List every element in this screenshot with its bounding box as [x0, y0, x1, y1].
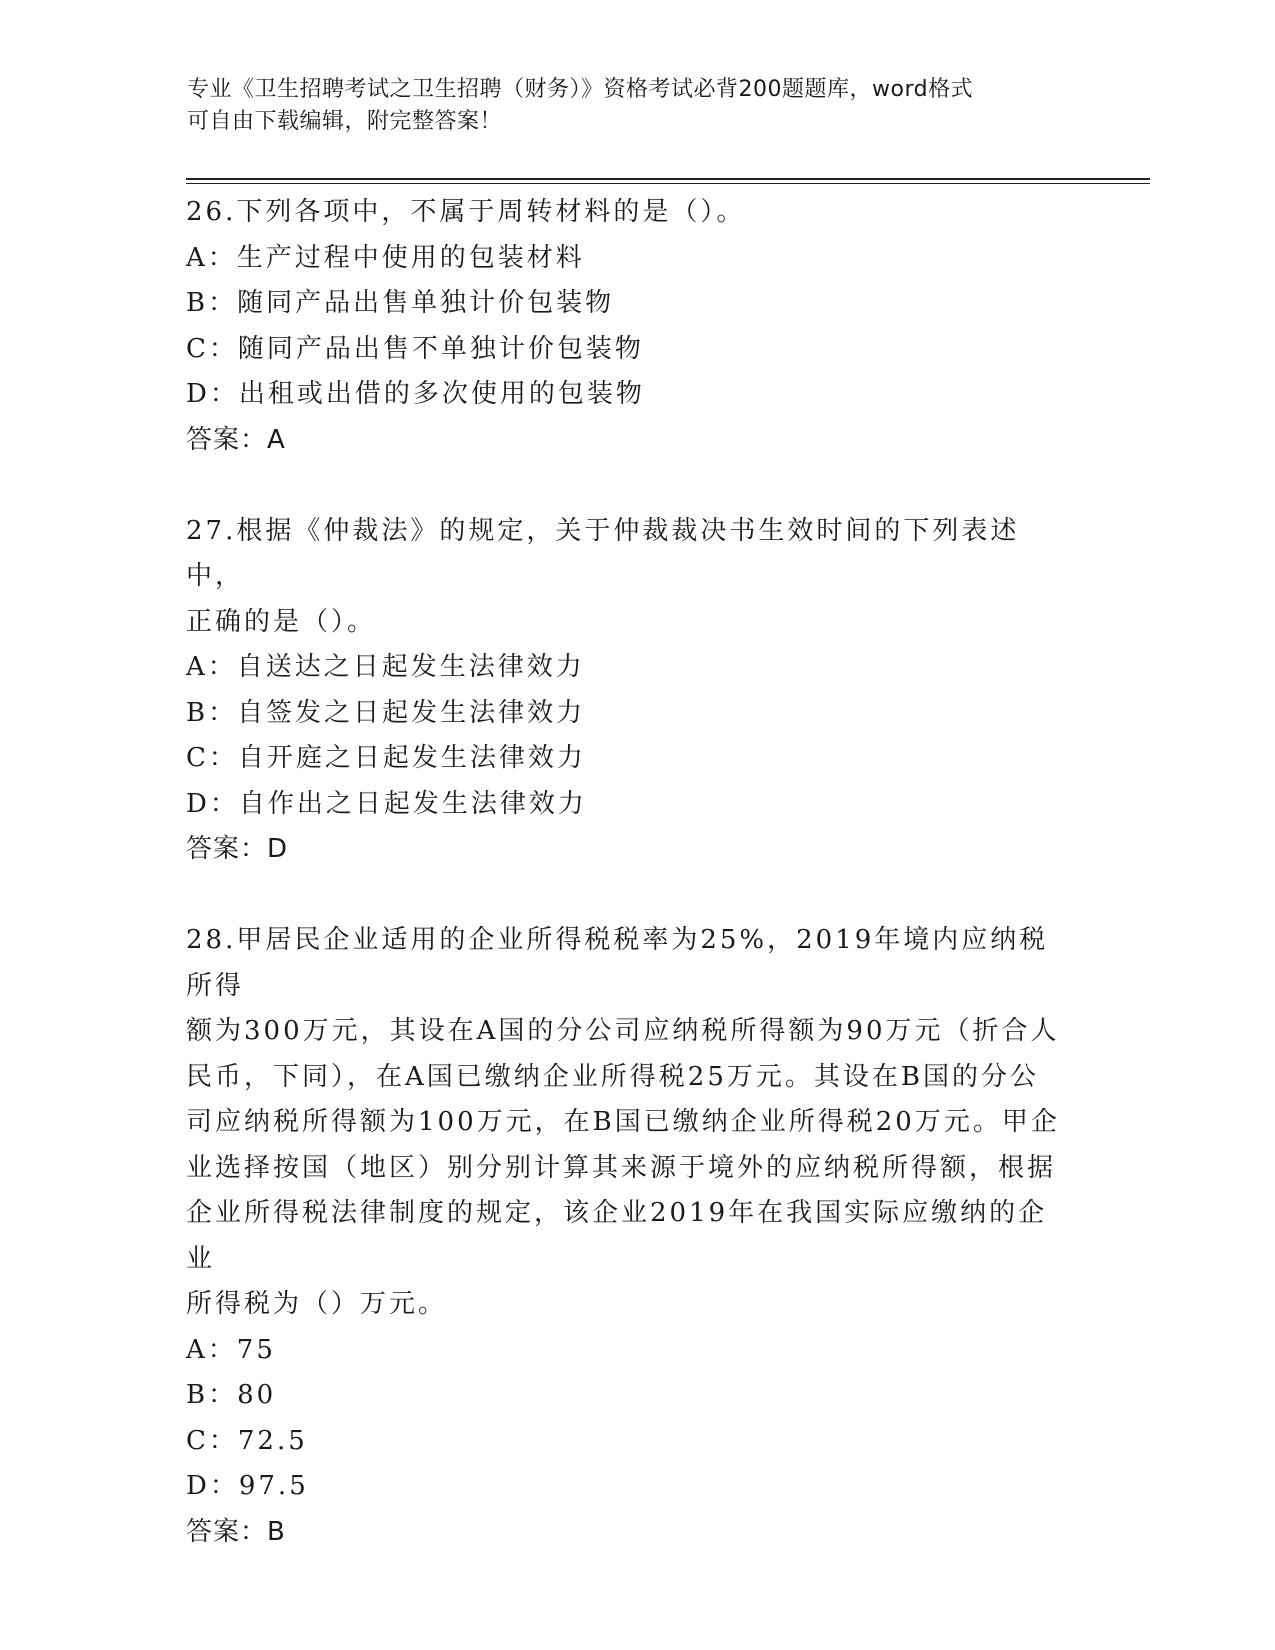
question-spacer	[186, 873, 1076, 919]
header-line-1: 专业《卫生招聘考试之卫生招聘（财务）》资格考试必背200题题库，word格式	[187, 77, 974, 102]
option-d: D：出租或出借的多次使用的包装物	[186, 379, 645, 409]
option-b: B：自签发之日起发生法律效力	[186, 697, 586, 728]
answer: 答案：D	[186, 834, 289, 864]
question-stem-line: 27.根据《仲裁法》的规定，关于仲裁裁决书生效时间的下列表述中，	[186, 515, 1020, 591]
header-divider-thick	[186, 178, 1150, 180]
question-spacer	[186, 463, 1076, 509]
question-stem-line: 业选择按国（地区）别分别计算其来源于境外的应纳税所得额，根据	[186, 1152, 1057, 1183]
document-header	[187, 74, 1077, 138]
question-stem-line: 正确的是（）。	[186, 606, 377, 637]
question-stem: 26.下列各项中，不属于周转材料的是（）。	[186, 197, 746, 227]
question-list	[186, 190, 1076, 1555]
header-divider-thin	[186, 183, 1150, 184]
option-b: B：随同产品出售单独计价包装物	[186, 288, 615, 318]
option-a: A：自送达之日起发生法律效力	[186, 652, 585, 682]
question-stem-line: 28.甲居民企业适用的企业所得税税率为25%，2019年境内应纳税所得	[186, 925, 1049, 1001]
option-a: A：75	[186, 1334, 276, 1365]
question-27	[186, 509, 1076, 873]
option-c: C：随同产品出售不单独计价包装物	[186, 333, 644, 364]
option-c: C：72.5	[186, 1425, 308, 1456]
question-stem-line: 企业所得税法律制度的规定，该企业2019年在我国实际应缴纳的企业	[186, 1198, 1048, 1274]
option-a: A：生产过程中使用的包装材料	[186, 242, 585, 273]
answer: 答案：B	[186, 1516, 286, 1547]
header-line-2: 可自由下载编辑，附完整答案！	[187, 109, 503, 134]
answer: 答案：A	[186, 424, 286, 455]
question-stem-line: 所得税为（）万元。	[186, 1289, 448, 1319]
question-stem-line: 额为300万元，其设在A国的分公司应纳税所得额为90万元（折合人	[186, 1016, 1060, 1046]
question-stem-line: 民币，下同），在A国已缴纳企业所得税25万元。其设在B国的分公	[186, 1061, 1039, 1092]
option-d: D：自作出之日起发生法律效力	[186, 788, 587, 819]
question-stem-line: 司应纳税所得额为100万元，在B国已缴纳企业所得税20万元。甲企	[186, 1107, 1060, 1137]
question-26	[186, 190, 1076, 463]
question-28	[186, 918, 1076, 1555]
option-c: C：自开庭之日起发生法律效力	[186, 743, 586, 773]
option-d: D：97.5	[186, 1471, 309, 1501]
option-b: B：80	[186, 1380, 277, 1410]
